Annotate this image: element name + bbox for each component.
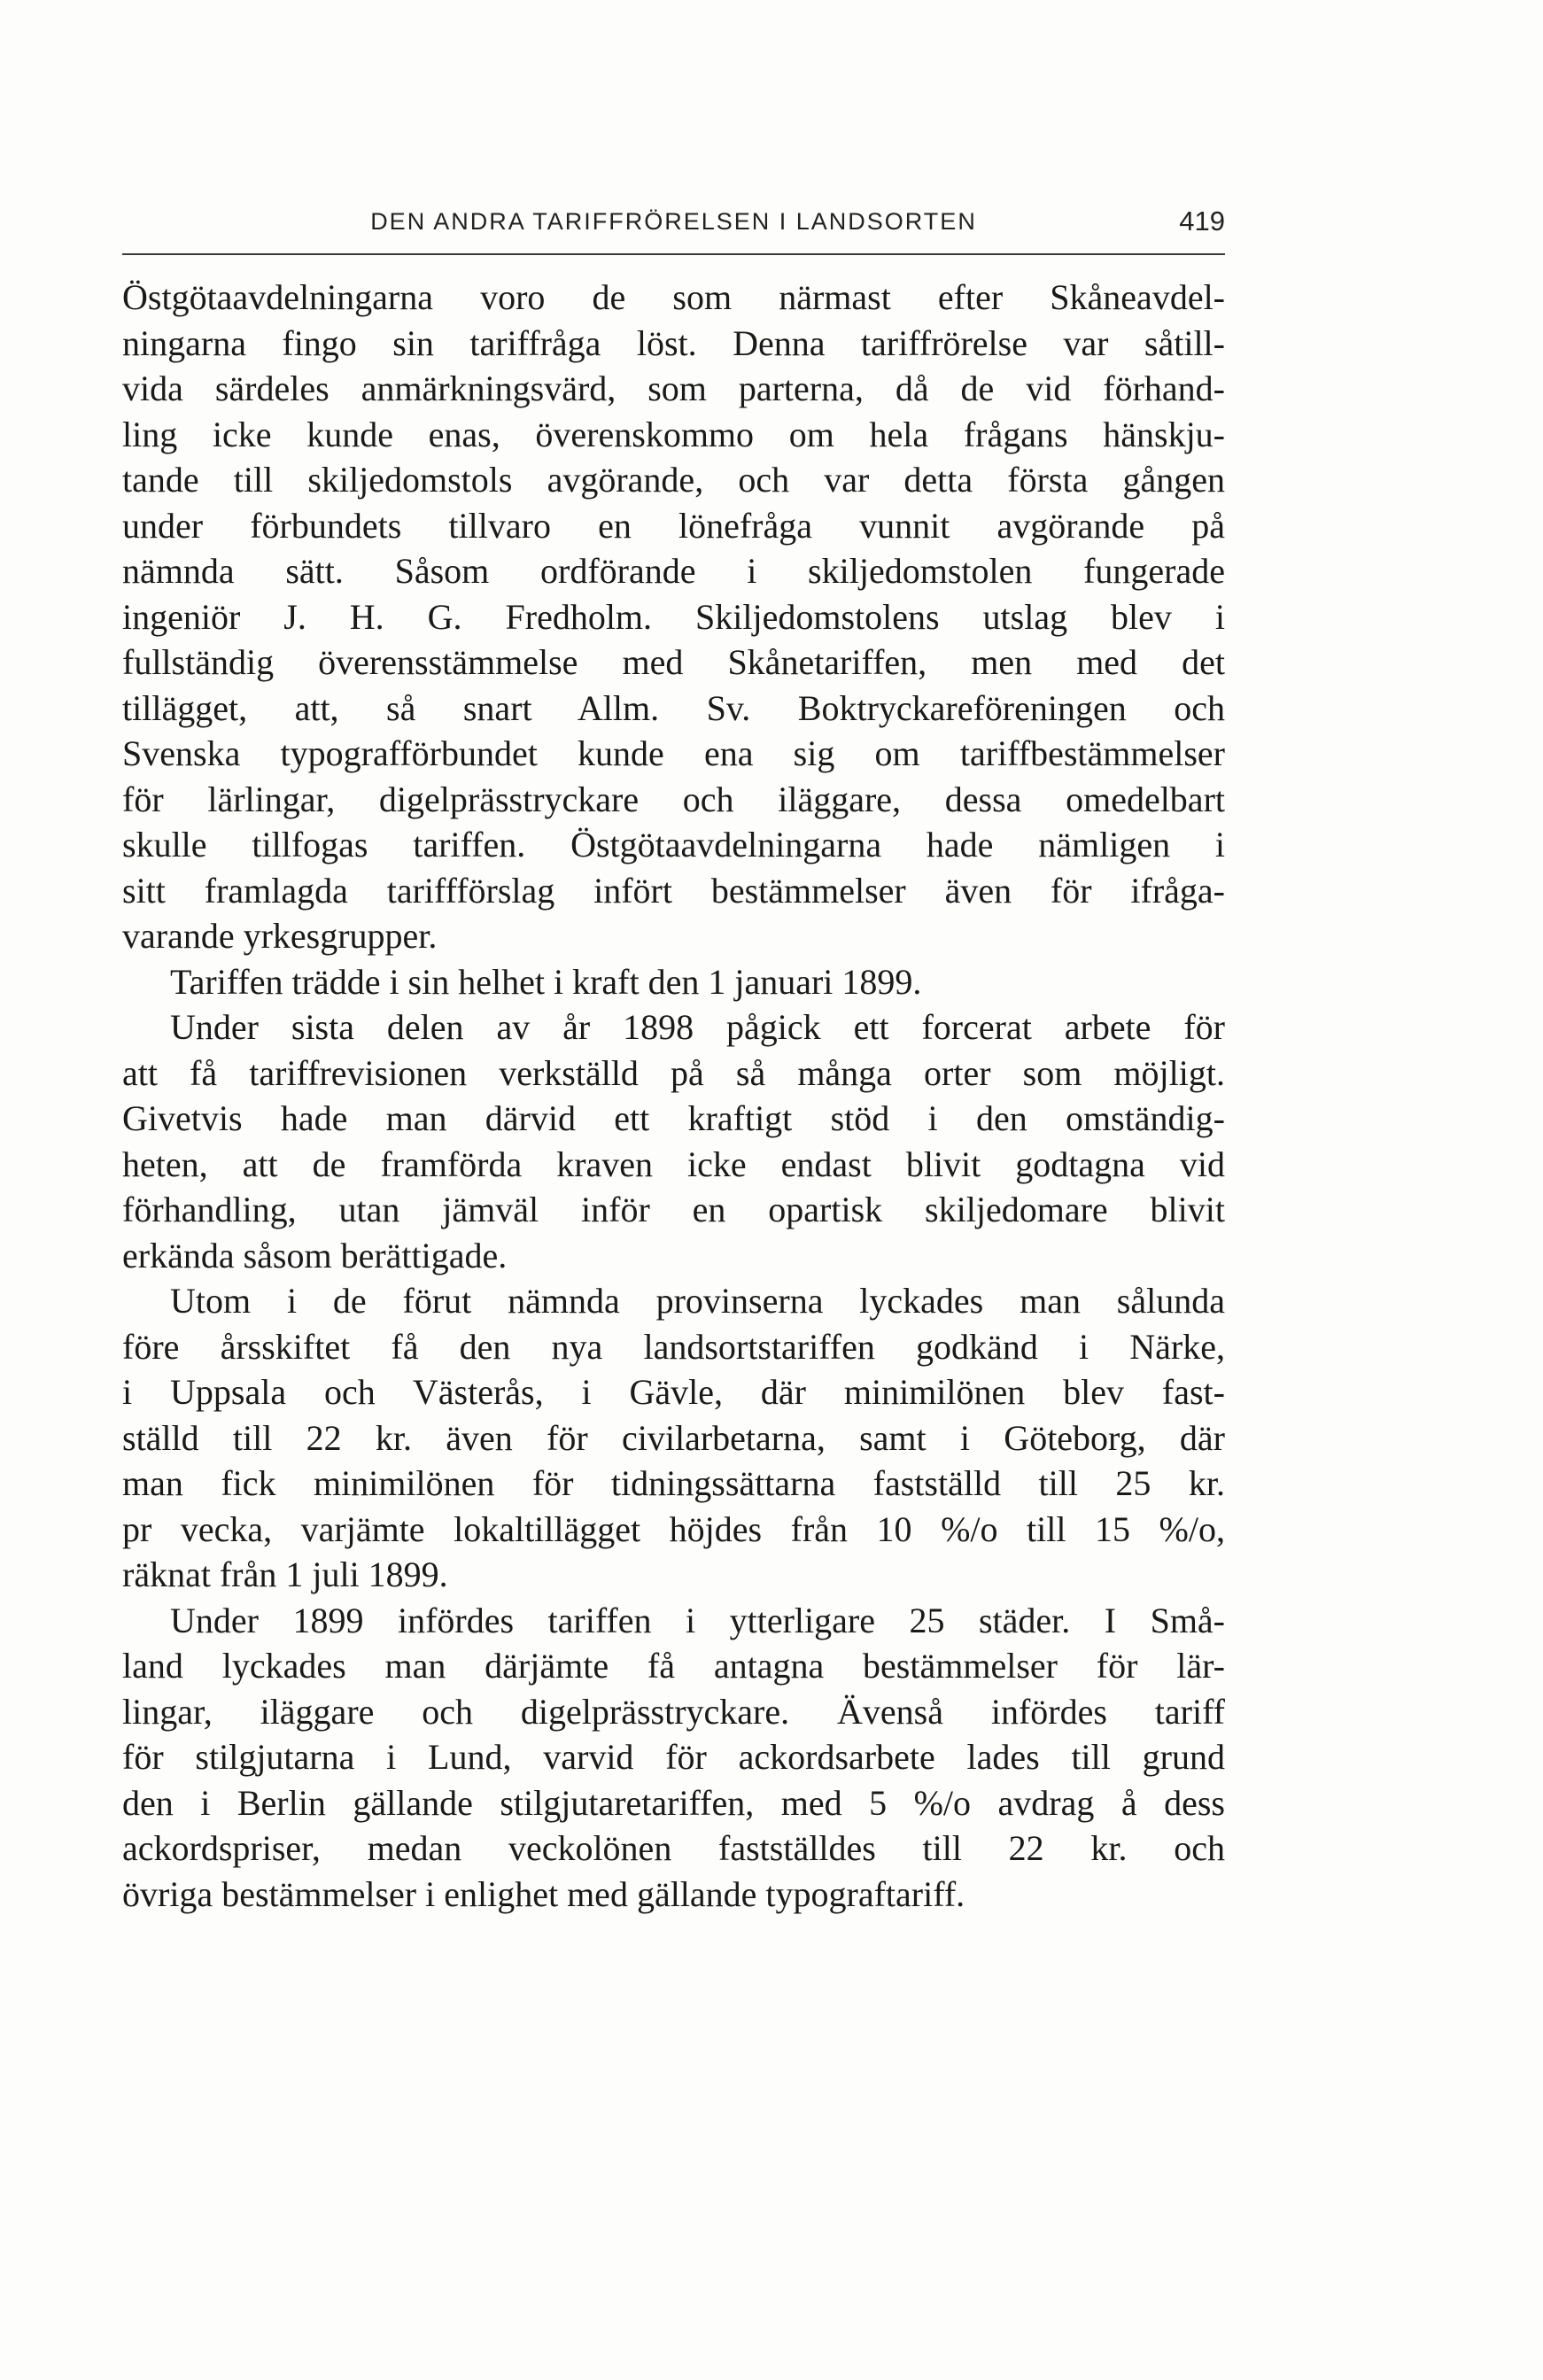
text-line: heten, att de framförda kraven icke endast blivit godtagna vid xyxy=(122,1143,1225,1184)
text-line: sitt framlagda tariffförslag infört bestämmelser även för ifråga- xyxy=(122,870,1225,911)
text-line: vida särdeles anmärkningsvärd, som parterna, då de vid förhand- xyxy=(122,368,1225,408)
text-line: för lärlingar, digelprässtryckare och iläggare, dessa omedelbart xyxy=(122,779,1225,819)
text-line: före årsskiftet få den nya landsortstariffen godkänd i Närke, xyxy=(122,1326,1225,1367)
text-line: ling icke kunde enas, överenskommo om hela frågans hänskju- xyxy=(122,414,1225,454)
text-line: land lyckades man därjämte få antagna bestämmelser för lär- xyxy=(122,1646,1225,1686)
text-line: ningarna fingo sin tariffråga löst. Denna tariffrörelse var såtill- xyxy=(122,322,1225,363)
page-number: 419 xyxy=(1179,205,1225,236)
text-line: skulle tillfogas tariffen. Östgötaavdelningarna hade nämligen i xyxy=(122,825,1225,864)
text-line: Svenska typografförbundet kunde ena sig om tariffbestämmelser xyxy=(122,733,1225,773)
text-line: tande till skiljedomstols avgörande, och var detta första gången xyxy=(122,460,1225,500)
running-title: DEN ANDRA TARIFFRÖRELSEN I LANDSORTEN xyxy=(370,208,977,235)
text-line: ställd till 22 kr. även för civilarbetarna, samt i Göteborg, där xyxy=(122,1417,1225,1458)
text-line: Utom i de förut nämnda provinserna lyckades man sålunda xyxy=(170,1281,1225,1321)
body-text xyxy=(122,275,1225,1917)
text-line: att få tariffrevisionen verkställd på så många orter som möjligt. xyxy=(122,1052,1225,1093)
text-line: pr vecka, varjämte lokaltillägget höjdes från 10 %/o till 15 %/o, xyxy=(122,1508,1225,1549)
text-line: Under 1899 infördes tariffen i ytterligare 25 städer. I Små- xyxy=(170,1600,1225,1640)
running-head xyxy=(122,202,1225,246)
text-line: varande yrkesgrupper. xyxy=(122,916,438,956)
text-line: ingeniör J. H. G. Fredholm. Skiljedomstolens utslag blev i xyxy=(122,596,1225,637)
text-line: i Uppsala och Västerås, i Gävle, där minimilönen blev fast- xyxy=(122,1372,1225,1412)
text-line: Givetvis hade man därvid ett kraftigt stöd i den omständig- xyxy=(122,1098,1225,1138)
text-line: under förbundets tillvaro en lönefråga vunnit avgörande på xyxy=(122,505,1225,546)
header-rule xyxy=(122,253,1225,255)
text-line: man fick minimilönen för tidningssättarna fastställd till 25 kr. xyxy=(122,1463,1225,1503)
text-line: övriga bestämmelser i enlighet med gällande typograftariff. xyxy=(122,1873,965,1914)
text-line: Östgötaavdelningarna voro de som närmast efter Skåneavdel- xyxy=(122,277,1225,317)
text-line: nämnda sätt. Såsom ordförande i skiljedomstolen fungerade xyxy=(122,551,1225,591)
text-line: räknat från 1 juli 1899. xyxy=(122,1554,448,1594)
text-line: fullständig överensstämmelse med Skånetariffen, men med det xyxy=(122,642,1225,682)
text-line: Under sista delen av år 1898 pågick ett forcerat arbete för xyxy=(170,1007,1225,1047)
text-line: för stilgjutarna i Lund, varvid för ackordsarbete lades till grund xyxy=(122,1737,1225,1777)
text-line: förhandling, utan jämväl inför en opartisk skiljedomare blivit xyxy=(122,1190,1225,1229)
text-line: lingar, iläggare och digelprässtryckare. Ävenså infördes tariff xyxy=(122,1691,1225,1732)
text-line: erkända såsom berättigade. xyxy=(122,1235,508,1275)
text-line: Tariffen trädde i sin helhet i kraft den 1 januari 1899. xyxy=(170,961,922,1002)
text-line: tillägget, att, så snart Allm. Sv. Boktryckareföreningen och xyxy=(122,687,1225,728)
text-line: den i Berlin gällande stilgjutaretariffen, med 5 %/o avdrag å dess xyxy=(122,1782,1225,1823)
text-line: ackordspriser, medan veckolönen fastställdes till 22 kr. och xyxy=(122,1828,1225,1868)
